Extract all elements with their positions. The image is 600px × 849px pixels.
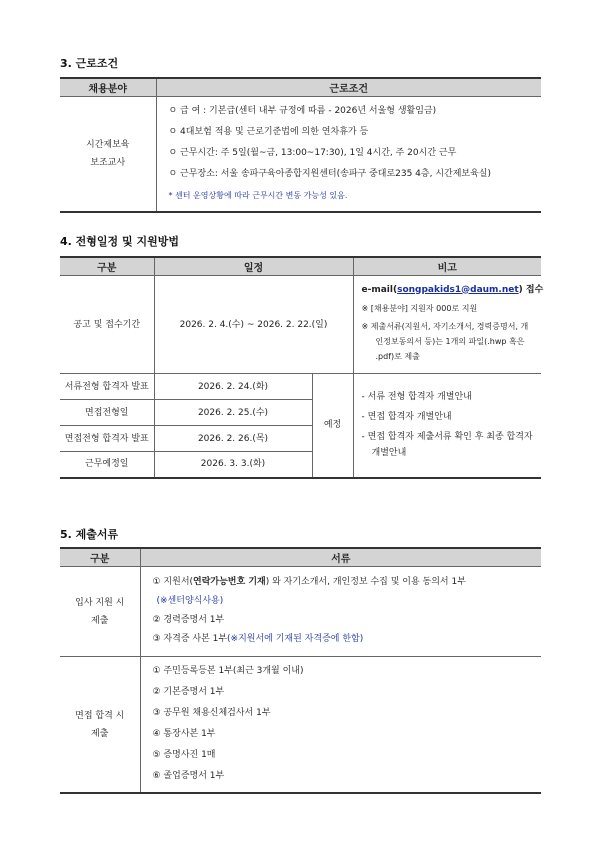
doc-item: ① 지원서(연락가능번호 기재) 와 자기소개서, 개인정보 수집 및 이용 동의서 1부	[152, 577, 466, 587]
section-4-title: 4. 전형일정 및 지원방법	[60, 235, 179, 248]
row-date: 2026. 2. 24.(화)	[154, 374, 312, 400]
work-conditions-table	[60, 77, 541, 213]
interview-label-cell: 면접 합격 시 제출	[60, 657, 140, 794]
doc-item: ① 주민등록등본 1부(최근 3개월 이내)	[152, 666, 304, 676]
remark-line: - 서류 전형 합격자 개별안내	[361, 392, 472, 403]
row-date: 2026. 3. 3.(화)	[154, 452, 312, 478]
field-cell: 시간제보육 보조교사	[60, 97, 156, 213]
documents-table	[60, 547, 541, 794]
conditions-cell	[156, 97, 541, 213]
condition-line: ㅇ 근무장소: 서울 송파구육아종합지원센터(송파구 중대로235 4층, 시간제보육실)	[168, 169, 492, 179]
doc-item: ③ 자격증 사본 1부(※지원서에 기재된 자격증에 한함)	[152, 634, 364, 644]
header-remarks: 비고	[353, 257, 541, 276]
apply-label-cell: 입사 지원 시 제출	[60, 567, 140, 657]
doc-item: ⑤ 증명사진 1매	[152, 750, 216, 760]
condition-line: ㅇ 4대보험 적용 및 근로기준법에 의한 연차휴가 등	[168, 127, 369, 137]
application-remarks	[353, 276, 544, 374]
doc-item: ③ 공무원 채용신체검사서 1부	[152, 708, 271, 718]
results-remarks	[353, 374, 541, 478]
condition-line: ㅇ 근무시간: 주 5일(월~금, 13:00~17:30), 1일 4시간, 주 20시간 근무	[168, 148, 457, 158]
email-link[interactable]: songpakids1@daum.net	[397, 284, 519, 295]
row-label: 근무예정일	[60, 452, 154, 478]
header-field: 채용분야	[60, 78, 156, 97]
condition-line: ㅇ 급 여 : 기본급(센터 내부 규정에 따름 - 2026년 서울형 생활임금)	[168, 106, 437, 116]
remark-line: - 면접 합격자 제출서류 확인 후 최종 합격자 개별안내	[361, 432, 533, 459]
header-schedule: 일정	[154, 257, 353, 276]
doc-item: ⑥ 졸업증명서 1부	[152, 771, 225, 781]
row-label: 면접전형일	[60, 400, 154, 426]
section-5-title: 5. 제출서류	[60, 528, 119, 541]
row-date: 2026. 2. 4.(수) ~ 2026. 2. 22.(일)	[154, 276, 353, 374]
header-conditions: 근로조건	[156, 78, 541, 97]
planned-cell: 예정	[312, 374, 353, 478]
doc-item: ② 기본증명서 1부	[152, 687, 225, 697]
interview-docs-cell	[140, 657, 541, 794]
header-category: 구분	[60, 548, 140, 567]
conditions-note: * 센터 운영상황에 따라 근무시간 변동 가능성 있음.	[168, 191, 348, 200]
apply-docs-cell	[140, 567, 541, 657]
remark-line: - 면접 합격자 개별안내	[361, 412, 452, 423]
email-line: e-mail(songpakids1@daum.net) 접수	[361, 284, 544, 295]
remark-note: ※ 제출서류(지원서, 자기소개서, 경력증명서, 개인정보동의서 등)는 1개의 파일(.hwp 혹은 .pdf)로 제출	[361, 321, 529, 361]
doc-item-note: (※센터양식사용)	[156, 596, 224, 606]
doc-item: ② 경력증명서 1부	[152, 615, 225, 625]
header-category: 구분	[60, 257, 154, 276]
row-date: 2026. 2. 25.(수)	[154, 400, 312, 426]
row-label: 서류전형 합격자 발표	[60, 374, 154, 400]
section-3-title: 3. 근로조건	[60, 57, 119, 70]
remark-note: ※ [채용분야] 지원자 000로 지원	[361, 303, 478, 313]
schedule-table	[60, 256, 544, 479]
row-label: 공고 및 접수기간	[60, 276, 154, 374]
doc-item: ④ 통장사본 1부	[152, 729, 216, 739]
row-label: 면접전형 합격자 발표	[60, 426, 154, 452]
row-date: 2026. 2. 26.(목)	[154, 426, 312, 452]
header-documents: 서류	[140, 548, 541, 567]
